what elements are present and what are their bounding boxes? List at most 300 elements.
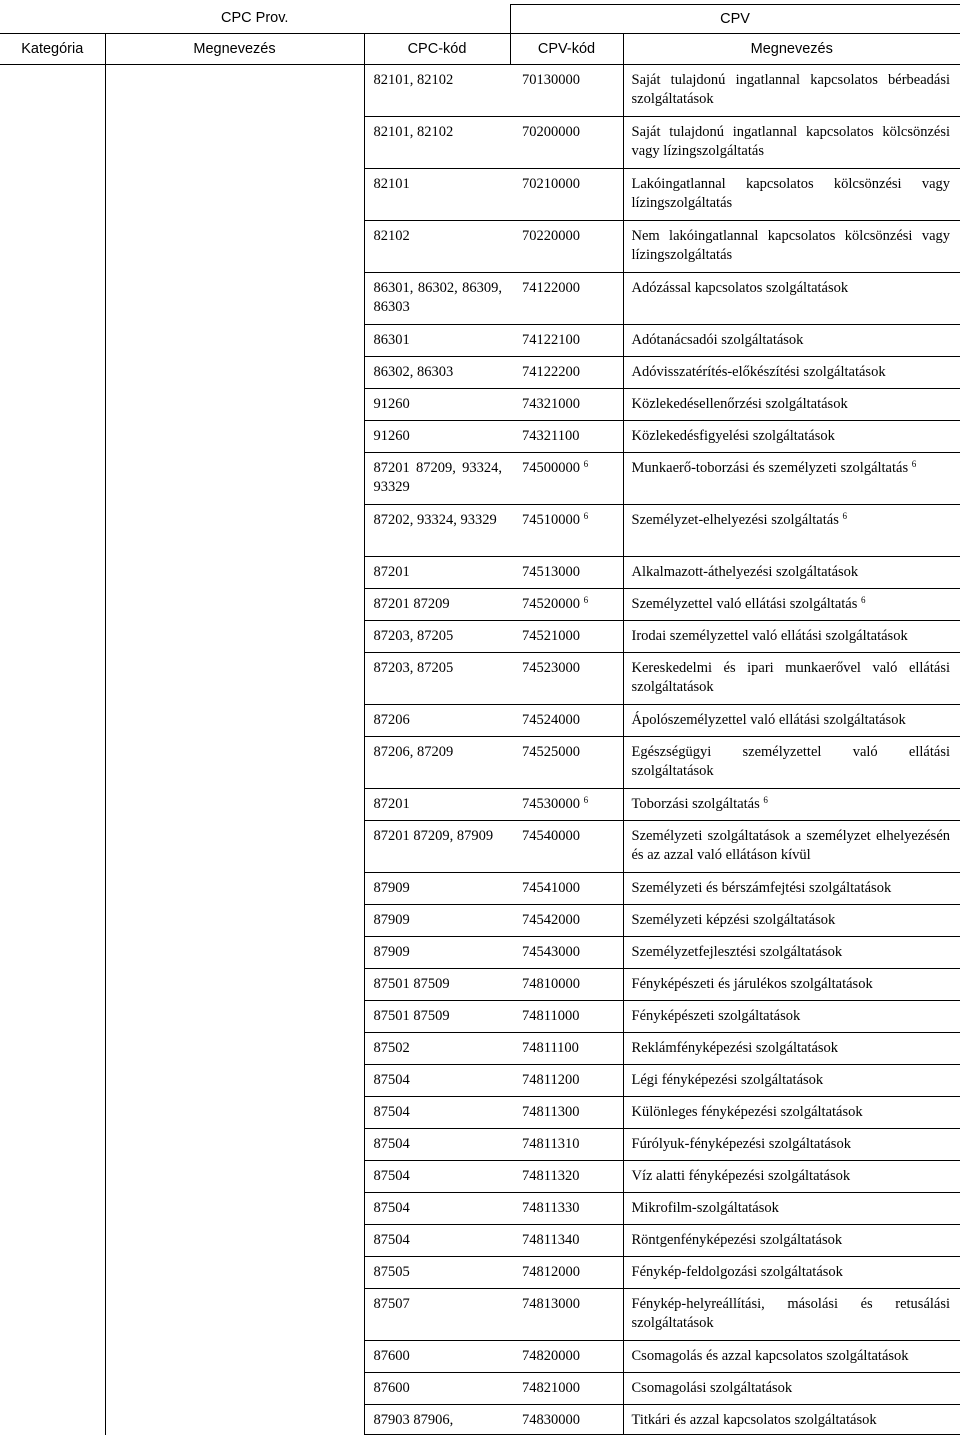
cpc-code-cell	[364, 1097, 510, 1129]
cpv-code: 74524000	[522, 712, 580, 728]
cpv-name-cell	[623, 1341, 960, 1373]
cpv-name-cell	[623, 1289, 960, 1341]
kategoria-cell	[0, 505, 105, 557]
cpc-name-cell	[105, 873, 364, 905]
cpv-name: Személyzeti és bérszámfejtési szolgáltatások	[631, 880, 892, 896]
cpv-name: Adótanácsadói szolgáltatások	[631, 332, 804, 348]
cpv-name-cell	[623, 421, 960, 453]
table-row	[0, 1257, 960, 1289]
table-row	[0, 1161, 960, 1193]
cpv-name-cell	[623, 1001, 960, 1033]
cpv-code-cell	[510, 325, 623, 357]
cpc-code: 87201	[373, 796, 410, 812]
cpc-code: 86301	[373, 332, 410, 348]
table-row	[0, 789, 960, 821]
cpc-code: 82101	[373, 176, 410, 192]
cpc-code: 87504	[373, 1072, 410, 1088]
cpc-code: 87203, 87205	[373, 660, 454, 676]
cpv-name-cell	[623, 273, 960, 325]
cpv-code: 74510000	[522, 512, 580, 528]
table-row	[0, 589, 960, 621]
kategoria-cell	[0, 621, 105, 653]
cpv-code-cell	[510, 1161, 623, 1193]
cpv-code: 74530000	[522, 796, 580, 812]
cpc-code-cell	[364, 789, 510, 821]
table-row	[0, 1001, 960, 1033]
cpv-code-cell	[510, 1001, 623, 1033]
column-header-cpv-kod: CPV-kód	[510, 34, 623, 65]
kategoria-cell	[0, 117, 105, 169]
cpc-code-cell	[364, 221, 510, 273]
cpv-code: 74811100	[522, 1040, 579, 1056]
cpv-name-cell	[623, 221, 960, 273]
table-row	[0, 1129, 960, 1161]
cpc-code: 87507	[373, 1296, 410, 1312]
cpc-code: 87504	[373, 1232, 410, 1248]
cpv-name: Titkári és azzal kapcsolatos szolgáltatások	[631, 1412, 877, 1428]
cpv-name: Lakóingatlannal kapcsolatos kölcsönzési vagy lízingszolgáltatás	[631, 176, 951, 211]
cpv-name-cell	[623, 789, 960, 821]
cpv-name-cell	[623, 453, 960, 505]
footnote-ref: 6	[861, 595, 866, 605]
cpv-name: Csomagolás és azzal kapcsolatos szolgáltatások	[631, 1348, 909, 1364]
cpv-name: Közlekedésfigyelési szolgáltatások	[631, 428, 835, 444]
cpv-name: Reklámfényképezési szolgáltatások	[631, 1040, 839, 1056]
cpv-code-cell	[510, 653, 623, 705]
cpv-code-cell	[510, 117, 623, 169]
cpc-name-cell	[105, 1033, 364, 1065]
cpc-name-cell	[105, 389, 364, 421]
cpv-code-cell	[510, 1065, 623, 1097]
kategoria-cell	[0, 1373, 105, 1405]
cpv-name: Saját tulajdonú ingatlannal kapcsolatos bérbeadási szolgáltatások	[631, 72, 951, 107]
cpc-code: 87206	[373, 712, 410, 728]
table-row	[0, 65, 960, 117]
kategoria-cell	[0, 589, 105, 621]
kategoria-cell	[0, 969, 105, 1001]
column-header-cpc-megnevezes: Megnevezés	[105, 34, 364, 65]
cpc-code-cell	[364, 169, 510, 221]
cpv-name: Fénykép-helyreállítási, másolási és retusálási szolgáltatások	[631, 1296, 951, 1331]
cpv-name-cell	[623, 1373, 960, 1405]
cpc-code-cell	[364, 1033, 510, 1065]
cpv-code: 74521000	[522, 628, 580, 644]
kategoria-cell	[0, 653, 105, 705]
column-header-kategoria: Kategória	[0, 34, 105, 65]
cpv-code: 74541000	[522, 880, 580, 896]
cpc-code-cell	[364, 1289, 510, 1341]
cpv-name-cell	[623, 937, 960, 969]
cpc-name-cell	[105, 65, 364, 117]
table-row	[0, 1289, 960, 1341]
table-row	[0, 873, 960, 905]
cpc-name-cell	[105, 821, 364, 873]
cpc-code: 87206, 87209	[373, 744, 454, 760]
cpv-name-cell	[623, 325, 960, 357]
kategoria-cell	[0, 389, 105, 421]
cpc-code: 82102	[373, 228, 410, 244]
cpv-name-cell	[623, 1097, 960, 1129]
cpv-code-cell	[510, 1257, 623, 1289]
kategoria-cell	[0, 1341, 105, 1373]
cpc-name-cell	[105, 1225, 364, 1257]
kategoria-cell	[0, 737, 105, 789]
cpc-code: 91260	[373, 428, 410, 444]
cpv-name-cell	[623, 505, 960, 557]
cpc-code-cell	[364, 273, 510, 325]
kategoria-cell	[0, 453, 105, 505]
cpv-name: Személyzettel való ellátási szolgáltatás	[631, 596, 858, 612]
cpv-name: Személyzet-elhelyezési szolgáltatás	[631, 512, 839, 528]
cpv-code: 74811320	[522, 1168, 580, 1184]
cpc-name-cell	[105, 357, 364, 389]
cpc-name-cell	[105, 969, 364, 1001]
cpv-name-cell	[623, 737, 960, 789]
group-header-row	[0, 5, 960, 34]
cpv-name: Munkaerő-toborzási és személyzeti szolgáltatás	[631, 460, 909, 476]
kategoria-cell	[0, 1257, 105, 1289]
table-row	[0, 453, 960, 505]
cpc-code: 87201	[373, 564, 410, 580]
cpv-code: 70220000	[522, 228, 580, 244]
cpc-code: 87501 87509	[373, 1008, 450, 1024]
table-row	[0, 357, 960, 389]
table-row	[0, 1373, 960, 1405]
cpv-group-header: CPV	[510, 5, 960, 34]
kategoria-cell	[0, 65, 105, 117]
cpc-code-cell	[364, 65, 510, 117]
cpv-code: 74543000	[522, 944, 580, 960]
table-row	[0, 1033, 960, 1065]
cpv-name: Alkalmazott-áthelyezési szolgáltatások	[631, 564, 859, 580]
table-row	[0, 705, 960, 737]
table-row	[0, 737, 960, 789]
cpv-name: Egészségügyi személyzettel való ellátási szolgáltatások	[631, 744, 951, 779]
cpv-code: 74122000	[522, 280, 580, 296]
cpc-code: 87501 87509	[373, 976, 450, 992]
column-header-row	[0, 34, 960, 65]
cpv-name-cell	[623, 873, 960, 905]
cpv-code-cell	[510, 1033, 623, 1065]
cpv-code: 74820000	[522, 1348, 580, 1364]
cpc-code-cell	[364, 389, 510, 421]
table-body	[0, 65, 960, 1435]
cpc-code: 87600	[373, 1348, 410, 1364]
cpc-code: 82101, 82102	[373, 124, 454, 140]
cpv-name-cell	[623, 1161, 960, 1193]
table-row	[0, 169, 960, 221]
kategoria-cell	[0, 1225, 105, 1257]
cpc-code: 87502	[373, 1040, 410, 1056]
kategoria-cell	[0, 937, 105, 969]
cpv-code-cell	[510, 705, 623, 737]
cpv-code-cell	[510, 969, 623, 1001]
cpv-code: 74830000	[522, 1412, 580, 1428]
cpc-name-cell	[105, 789, 364, 821]
cpv-code: 74321000	[522, 396, 580, 412]
cpc-name-cell	[105, 653, 364, 705]
cpc-code-cell	[364, 737, 510, 789]
cpc-code: 87909	[373, 880, 410, 896]
cpv-name-cell	[623, 1033, 960, 1065]
cpv-name-cell	[623, 589, 960, 621]
cpv-code: 74811310	[522, 1136, 580, 1152]
cpv-name-cell	[623, 1225, 960, 1257]
cpv-name-cell	[623, 557, 960, 589]
cpc-code-cell	[364, 1193, 510, 1225]
cpv-name: Fényképészeti és járulékos szolgáltatások	[631, 976, 873, 992]
cpc-code: 87505	[373, 1264, 410, 1280]
cpv-code-cell	[510, 557, 623, 589]
table-row	[0, 821, 960, 873]
cpv-code: 74811330	[522, 1200, 580, 1216]
table-row	[0, 1405, 960, 1435]
table-row	[0, 1341, 960, 1373]
kategoria-cell	[0, 705, 105, 737]
cpv-name: Légi fényképezési szolgáltatások	[631, 1072, 824, 1088]
cpc-code-cell	[364, 1129, 510, 1161]
table-row	[0, 389, 960, 421]
kategoria-cell	[0, 1065, 105, 1097]
cpv-name: Adózással kapcsolatos szolgáltatások	[631, 280, 849, 296]
kategoria-cell	[0, 357, 105, 389]
cpc-code-cell	[364, 1405, 510, 1435]
cpv-code-cell	[510, 421, 623, 453]
kategoria-cell	[0, 421, 105, 453]
table-row	[0, 557, 960, 589]
cpv-code: 74500000	[522, 460, 580, 476]
cpc-code-cell	[364, 1065, 510, 1097]
cpv-name: Személyzetfejlesztési szolgáltatások	[631, 944, 843, 960]
cpc-code-cell	[364, 969, 510, 1001]
cpc-name-cell	[105, 737, 364, 789]
cpv-code-cell	[510, 589, 623, 621]
cpv-name: Víz alatti fényképezési szolgáltatások	[631, 1168, 851, 1184]
kategoria-cell	[0, 1405, 105, 1435]
cpv-code: 74811300	[522, 1104, 580, 1120]
cpc-code-cell	[364, 821, 510, 873]
cpv-code-cell	[510, 1341, 623, 1373]
cpv-code: 70200000	[522, 124, 580, 140]
cpc-code: 87202, 93324, 93329	[373, 512, 497, 528]
table-row	[0, 937, 960, 969]
cpc-code-cell	[364, 453, 510, 505]
cpv-name: Közlekedésellenőrzési szolgáltatások	[631, 396, 848, 412]
kategoria-cell	[0, 1129, 105, 1161]
kategoria-cell	[0, 1033, 105, 1065]
cpv-name-cell	[623, 1129, 960, 1161]
footnote-ref: 6	[583, 459, 589, 469]
cpc-code-cell	[364, 557, 510, 589]
cpc-code-cell	[364, 1001, 510, 1033]
cpc-code-cell	[364, 1373, 510, 1405]
cpv-code-cell	[510, 357, 623, 389]
cpv-name: Fénykép-feldolgozási szolgáltatások	[631, 1264, 843, 1280]
cpc-code-cell	[364, 873, 510, 905]
cpc-name-cell	[105, 421, 364, 453]
table-row	[0, 1065, 960, 1097]
cpv-code-cell	[510, 1193, 623, 1225]
table-row	[0, 621, 960, 653]
footnote-ref: 6	[842, 511, 847, 521]
cpv-name-cell	[623, 621, 960, 653]
kategoria-cell	[0, 557, 105, 589]
table-row	[0, 273, 960, 325]
cpv-code-cell	[510, 789, 623, 821]
column-header-cpv-megnevezes: Megnevezés	[623, 34, 960, 65]
cpc-code-cell	[364, 1161, 510, 1193]
kategoria-cell	[0, 325, 105, 357]
table-row	[0, 421, 960, 453]
cpv-code-cell	[510, 1225, 623, 1257]
cpc-name-cell	[105, 1405, 364, 1435]
cpc-code-cell	[364, 505, 510, 557]
cpv-code: 74513000	[522, 564, 580, 580]
cpc-name-cell	[105, 453, 364, 505]
cpc-name-cell	[105, 1193, 364, 1225]
cpc-name-cell	[105, 1097, 364, 1129]
cpv-code: 74321100	[522, 428, 580, 444]
cpv-name: Mikrofilm-szolgáltatások	[631, 1200, 779, 1216]
footnote-ref: 6	[583, 511, 589, 521]
cpc-name-cell	[105, 705, 364, 737]
cpv-name-cell	[623, 821, 960, 873]
table-row	[0, 221, 960, 273]
cpc-cpv-correspondence-table	[0, 4, 960, 1435]
cpv-name-cell	[623, 653, 960, 705]
table-row	[0, 905, 960, 937]
cpc-code-cell	[364, 937, 510, 969]
cpc-group-header: CPC Prov.	[221, 10, 289, 27]
cpv-code: 74542000	[522, 912, 580, 928]
cpv-name: Toborzási szolgáltatás	[631, 796, 760, 812]
cpc-code-cell	[364, 705, 510, 737]
cpv-name-cell	[623, 969, 960, 1001]
kategoria-cell	[0, 1193, 105, 1225]
cpc-code: 87909	[373, 912, 410, 928]
cpc-code-cell	[364, 421, 510, 453]
kategoria-cell	[0, 821, 105, 873]
cpc-code: 87600	[373, 1380, 410, 1396]
table-row	[0, 117, 960, 169]
cpc-name-cell	[105, 621, 364, 653]
cpv-name: Irodai személyzettel való ellátási szolgáltatások	[631, 628, 908, 644]
cpv-name: Különleges fényképezési szolgáltatások	[631, 1104, 863, 1120]
table-row	[0, 653, 960, 705]
cpv-code-cell	[510, 737, 623, 789]
cpv-name: Személyzeti szolgáltatások a személyzet elhelyezésén és az azzal való ellátáson kívül	[631, 828, 951, 863]
cpc-code: 86301, 86302, 86309, 86303	[373, 280, 502, 315]
cpc-code-cell	[364, 357, 510, 389]
cpv-name-cell	[623, 1065, 960, 1097]
cpc-name-cell	[105, 1373, 364, 1405]
cpv-code-cell	[510, 65, 623, 117]
cpc-name-cell	[105, 325, 364, 357]
cpv-name-cell	[623, 389, 960, 421]
cpv-name: Ápolószemélyzettel való ellátási szolgáltatások	[631, 712, 906, 728]
cpc-code-cell	[364, 589, 510, 621]
cpc-code-cell	[364, 905, 510, 937]
cpc-name-cell	[105, 1129, 364, 1161]
cpc-name-cell	[105, 937, 364, 969]
cpv-code: 74812000	[522, 1264, 580, 1280]
cpv-name: Fúrólyuk-fényképezési szolgáltatások	[631, 1136, 851, 1152]
cpv-name: Adóvisszatérítés-előkészítési szolgáltatások	[631, 364, 886, 380]
cpv-code-cell	[510, 169, 623, 221]
cpv-code-cell	[510, 1129, 623, 1161]
cpc-name-cell	[105, 1341, 364, 1373]
cpv-name: Kereskedelmi és ipari munkaerővel való ellátási szolgáltatások	[631, 660, 951, 695]
cpc-code-cell	[364, 117, 510, 169]
kategoria-cell	[0, 873, 105, 905]
cpv-name-cell	[623, 1405, 960, 1435]
cpc-name-cell	[105, 117, 364, 169]
table-row	[0, 1097, 960, 1129]
kategoria-cell	[0, 273, 105, 325]
cpc-name-cell	[105, 1065, 364, 1097]
kategoria-cell	[0, 905, 105, 937]
cpv-code: 70210000	[522, 176, 580, 192]
cpv-name: Röntgenfényképezési szolgáltatások	[631, 1232, 843, 1248]
cpv-code: 74810000	[522, 976, 580, 992]
table-row	[0, 1193, 960, 1225]
cpc-code-cell	[364, 325, 510, 357]
cpc-name-cell	[105, 169, 364, 221]
cpv-name-cell	[623, 117, 960, 169]
cpv-code: 74122100	[522, 332, 580, 348]
cpv-code-cell	[510, 1097, 623, 1129]
cpc-name-cell	[105, 1289, 364, 1341]
cpc-code: 87909	[373, 944, 410, 960]
cpc-code-cell	[364, 621, 510, 653]
cpc-code: 87203, 87205	[373, 628, 454, 644]
cpv-code-cell	[510, 937, 623, 969]
cpc-code: 87504	[373, 1136, 410, 1152]
cpv-code: 74811340	[522, 1232, 580, 1248]
cpv-code-cell	[510, 821, 623, 873]
cpc-name-cell	[105, 221, 364, 273]
cpc-name-cell	[105, 1001, 364, 1033]
kategoria-cell	[0, 1289, 105, 1341]
cpv-code-cell	[510, 453, 623, 505]
cpc-code: 87504	[373, 1168, 410, 1184]
footnote-ref: 6	[763, 795, 768, 805]
cpc-name-cell	[105, 589, 364, 621]
cpc-code: 86302, 86303	[373, 364, 454, 380]
column-header-cpc-kod: CPC-kód	[364, 34, 510, 65]
cpv-code: 74821000	[522, 1380, 580, 1396]
cpc-name-cell	[105, 1257, 364, 1289]
cpc-code: 87903 87906,	[373, 1412, 454, 1428]
kategoria-cell	[0, 221, 105, 273]
cpv-name-cell	[623, 705, 960, 737]
table-row	[0, 969, 960, 1001]
cpv-code: 74523000	[522, 660, 580, 676]
kategoria-cell	[0, 169, 105, 221]
cpv-code: 74520000	[522, 596, 580, 612]
cpv-name: Saját tulajdonú ingatlannal kapcsolatos kölcsönzési vagy lízingszolgáltatás	[631, 124, 951, 159]
kategoria-cell	[0, 1001, 105, 1033]
cpv-code-cell	[510, 873, 623, 905]
cpv-name: Fényképészeti szolgáltatások	[631, 1008, 801, 1024]
cpv-code-cell	[510, 1289, 623, 1341]
cpv-code-cell	[510, 1373, 623, 1405]
cpv-code: 74811200	[522, 1072, 580, 1088]
cpv-code: 70130000	[522, 72, 580, 88]
cpc-code: 87504	[373, 1104, 410, 1120]
cpv-code: 74540000	[522, 828, 580, 844]
cpv-code-cell	[510, 221, 623, 273]
